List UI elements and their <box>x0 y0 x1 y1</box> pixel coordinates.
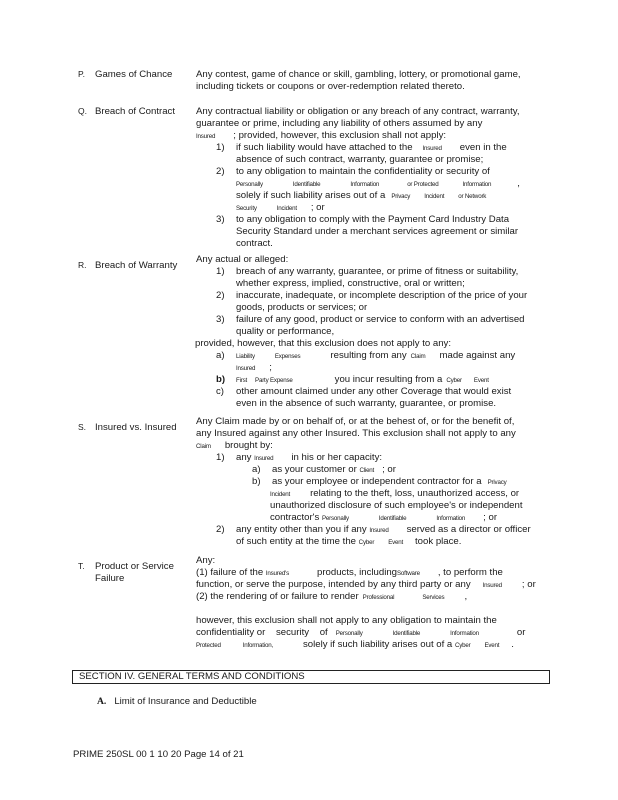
defined-term: Information <box>462 181 492 188</box>
list-item <box>196 524 556 536</box>
exclusion-title: Games of Chance <box>95 69 173 80</box>
exclusion-title: Product or Service Failure <box>95 561 174 584</box>
defined-term: or Protected <box>407 181 439 188</box>
text-line <box>196 190 556 202</box>
defined-term: First <box>236 377 248 384</box>
text-span: (2) the rendering of or failure to render <box>196 591 359 602</box>
defined-term: Event <box>473 377 489 384</box>
defined-term: Incident <box>424 193 445 200</box>
text-span: ; <box>269 362 272 373</box>
item-number: b) <box>252 476 261 487</box>
text-span: ; or <box>382 464 396 475</box>
text-line <box>196 488 556 500</box>
defined-term: Incident <box>270 491 291 498</box>
defined-term: Information <box>450 630 479 637</box>
subsection-title: Limit of Insurance and Deductible <box>114 696 257 707</box>
text-line <box>196 178 556 190</box>
list-item <box>196 350 556 362</box>
item-number: 2) <box>216 524 225 535</box>
text-line: Any actual or alleged: <box>196 254 289 265</box>
text-line <box>196 362 556 374</box>
text-span: products, including <box>317 567 397 578</box>
page-footer: PRIME 250SL 00 1 10 20 Page 14 of 21 <box>73 749 244 760</box>
text-span: , <box>464 591 468 602</box>
item-number: a) <box>216 350 225 361</box>
text-line: guarantee or prime, including any liability of others assumed by any <box>196 118 483 129</box>
defined-term: Software <box>397 570 420 577</box>
text-line: Any Claim made by or on behalf of, or at the behest of, or for the benefit of, <box>196 416 515 427</box>
text-line <box>196 567 556 579</box>
defined-term: Insured <box>196 133 216 140</box>
defined-term: Information <box>436 515 466 522</box>
text-span: made against any <box>439 350 516 361</box>
defined-term: Event <box>484 642 500 649</box>
subsection-heading <box>97 696 257 707</box>
item-number: 3) <box>216 314 225 325</box>
text-line: absence of such contract, warranty, guarantee or promise; <box>236 154 484 165</box>
exclusion-letter: R. <box>78 260 87 270</box>
defined-term: or Network <box>458 193 487 200</box>
list-item <box>196 266 556 278</box>
defined-term: Insured <box>482 582 502 589</box>
text-span: ; or <box>483 512 498 523</box>
defined-term: Professional <box>362 594 395 601</box>
item-number: b) <box>216 374 226 385</box>
defined-term: Personally <box>236 181 263 188</box>
text-line <box>196 627 556 639</box>
text-span: as your employee or independent contractor for a <box>272 476 482 487</box>
list-item <box>196 464 556 476</box>
text-line <box>196 536 556 548</box>
list-item <box>196 386 556 398</box>
text-line: provided, however, that this exclusion does not apply to any: <box>195 338 451 349</box>
exclusion-body <box>196 106 556 250</box>
text-span: served as a director or officer <box>406 524 531 535</box>
text-span: brought by: <box>224 440 273 451</box>
text-span: to any obligation to maintain the confidentiality or security of <box>236 166 490 177</box>
text-span: you incur resulting from a <box>334 374 443 385</box>
list-item <box>196 452 556 464</box>
text-line <box>196 639 556 651</box>
text-span: (1) failure of the <box>196 567 264 578</box>
text-span: even in the <box>459 142 507 153</box>
text-span: , to perform the <box>437 567 503 578</box>
item-number: 1) <box>216 266 225 277</box>
item-number: 3) <box>216 214 225 225</box>
defined-term: Insured <box>254 455 274 462</box>
text-span: ; or <box>521 579 536 590</box>
list-item <box>196 166 556 178</box>
text-line: quality or performance, <box>236 326 335 337</box>
text-span: relating to the theft, loss, unauthorized access, or <box>310 488 520 499</box>
exclusion-letter: Q. <box>78 106 87 116</box>
exclusion-letter: P. <box>78 69 85 79</box>
text-line <box>196 579 556 591</box>
text-span: resulting from any <box>330 350 407 361</box>
text-span: any <box>236 452 252 463</box>
list-item <box>196 214 556 226</box>
defined-term: Cyber <box>454 642 471 649</box>
exclusion-letter: T. <box>78 561 85 571</box>
text-line <box>196 440 556 452</box>
text-span: ; provided, however, this exclusion shall not apply: <box>233 130 447 141</box>
section-heading: SECTION IV. GENERAL TERMS AND CONDITIONS <box>72 670 550 684</box>
defined-term: Claim <box>410 353 426 360</box>
defined-term: Identifiable <box>392 630 421 637</box>
text-span: to any obligation to comply with the Payment Card Industry Data <box>236 214 510 225</box>
text-line: contract. <box>236 238 273 249</box>
item-number: 1) <box>216 142 225 153</box>
defined-term: Security <box>236 205 257 212</box>
defined-term: Insured <box>369 527 389 534</box>
defined-term: Privacy <box>487 479 507 486</box>
defined-term: Insured's <box>265 570 289 577</box>
text-line: however, this exclusion shall not apply to any obligation to maintain the <box>196 615 497 626</box>
defined-term: Client <box>359 467 375 474</box>
defined-term: Identifiable <box>378 515 407 522</box>
text-span: confidentiality or security of <box>196 627 328 638</box>
text-line: unauthorized disclosure of such employee's or independent <box>270 500 523 511</box>
defined-term: Cyber <box>358 539 375 546</box>
exclusion-title: Breach of Contract <box>95 106 175 117</box>
text-span: solely if such liability arises out of a <box>236 190 386 201</box>
text-span: function, or serve the purpose, intended by any third party or any <box>196 579 471 590</box>
text-span: of such entity at the time the <box>236 536 356 547</box>
text-line: Any contractual liability or obligation or any breach of any contract, warranty, <box>196 106 520 117</box>
text-line: Security Standard under a merchant services agreement or similar <box>236 226 519 237</box>
defined-term: Privacy <box>391 193 411 200</box>
item-number: a) <box>252 464 261 475</box>
text-line <box>196 591 556 603</box>
text-span: if such liability would have attached to the <box>236 142 413 153</box>
item-number: 1) <box>216 452 225 463</box>
text-line: even in the absence of such warranty, guarantee, or promise. <box>236 398 497 409</box>
defined-term: Protected <box>196 642 221 649</box>
text-line <box>196 130 556 142</box>
list-item <box>196 314 556 326</box>
text-span: failure of any good, product or service to conform with an advertised <box>236 314 525 325</box>
text-line: Any contest, game of chance or skill, gambling, lottery, or promotional game, <box>196 69 521 80</box>
text-span: inaccurate, inadequate, or incomplete description of the price of your <box>236 290 528 301</box>
text-line: including tickets or coupons or over-redemption related thereto. <box>196 81 465 92</box>
text-span: took place. <box>415 536 462 547</box>
defined-term: Claim <box>196 443 211 450</box>
defined-term: Services <box>422 594 445 601</box>
list-item <box>196 290 556 302</box>
text-span: ; or <box>310 202 325 213</box>
defined-term: Liability <box>236 353 255 360</box>
text-span: , <box>517 178 520 189</box>
item-number: 2) <box>216 290 225 301</box>
text-span: any entity other than you if any <box>236 524 367 535</box>
item-number: 2) <box>216 166 225 177</box>
exclusion-body <box>196 69 556 93</box>
text-span: . <box>511 639 514 650</box>
defined-term: Event <box>388 539 404 546</box>
text-span: breach of any warranty, guarantee, or prime of fitness or suitability, <box>236 266 519 277</box>
text-line <box>196 202 556 214</box>
item-number: c) <box>216 386 224 397</box>
defined-term: Insured <box>236 365 256 372</box>
defined-term: Information, <box>242 642 273 649</box>
exclusion-title: Insured vs. Insured <box>95 422 177 433</box>
list-item <box>196 374 556 386</box>
exclusion-body <box>196 254 556 410</box>
defined-term: Insured <box>422 145 442 152</box>
defined-term: Personally <box>335 630 363 637</box>
list-item <box>196 142 556 154</box>
subsection-letter: A. <box>97 696 107 707</box>
text-span: solely if such liability arises out of a <box>302 639 453 650</box>
text-span: in his or her capacity: <box>291 452 383 463</box>
text-line: Any: <box>196 555 216 566</box>
defined-term: Party Expense <box>255 377 293 384</box>
defined-term: Incident <box>276 205 297 212</box>
exclusion-letter: S. <box>78 422 87 432</box>
defined-term: Personally <box>321 515 349 522</box>
list-item <box>196 476 556 488</box>
text-line: whether express, implied, constructive, oral or written; <box>236 278 465 289</box>
exclusion-body <box>196 555 556 651</box>
text-span: other amount claimed under any other Coverage that would exist <box>236 386 512 397</box>
defined-term: Identifiable <box>292 181 321 188</box>
text-line: goods, products or services; or <box>236 302 368 313</box>
exclusion-title: Breach of Warranty <box>95 260 178 271</box>
defined-term: Expenses <box>274 353 301 360</box>
text-line <box>196 512 556 524</box>
defined-term: Cyber <box>446 377 462 384</box>
text-line: any Insured against any other Insured. This exclusion shall not apply to any <box>196 428 516 439</box>
text-span: as your customer or <box>272 464 357 475</box>
defined-term: Information <box>350 181 380 188</box>
exclusion-body <box>196 416 556 548</box>
text-span: contractor's <box>270 512 320 523</box>
text-span: or <box>516 627 526 638</box>
